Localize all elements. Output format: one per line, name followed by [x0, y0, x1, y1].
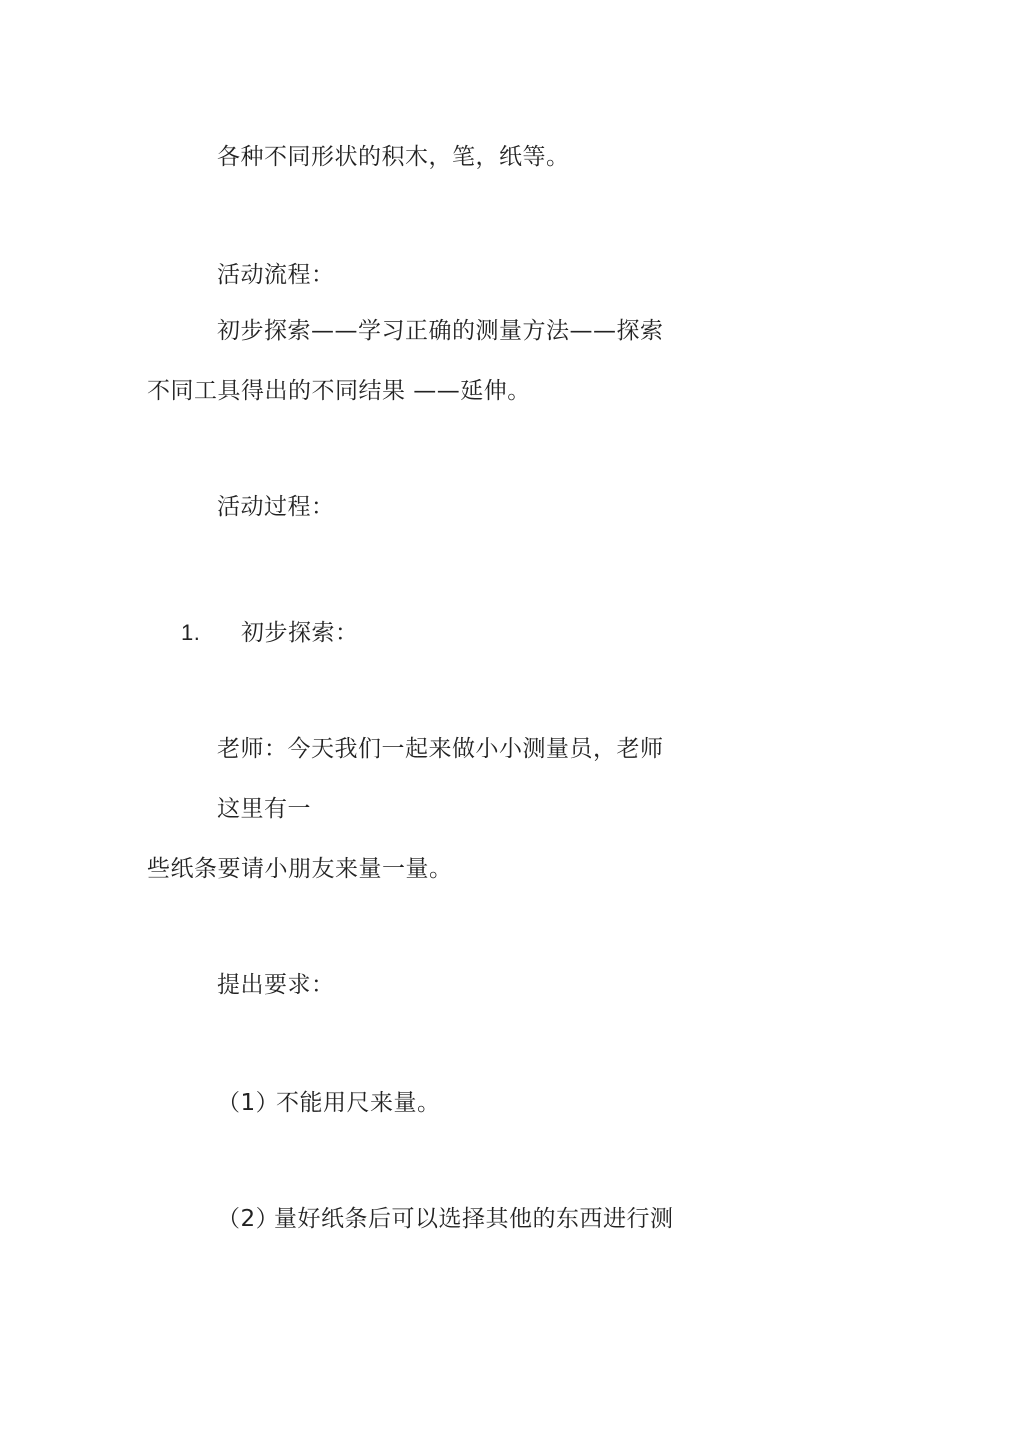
- flow-heading: 活动流程：: [217, 262, 335, 288]
- teacher-line-3: 些纸条要请小朋友来量一量。: [147, 856, 453, 882]
- teacher-line-2: 这里有一: [217, 796, 311, 822]
- section-1-number: 1.: [181, 620, 201, 645]
- requirement-2-text: 量好纸条后可以选择其他的东西进行测: [274, 1206, 674, 1232]
- flow-line-1: 初步探索——学习正确的测量方法——探索: [217, 318, 664, 344]
- requirement-1-text: 不能用尺来量。: [276, 1090, 441, 1116]
- requirement-2-number: （2）: [217, 1206, 280, 1232]
- section-1-title: 初步探索：: [241, 620, 359, 646]
- flow-line-2: 不同工具得出的不同结果 ——延伸。: [147, 378, 531, 404]
- requirements-heading: 提出要求：: [217, 972, 335, 998]
- materials-line: 各种不同形状的积木，笔，纸等。: [217, 144, 570, 170]
- teacher-line-1: 老师：今天我们一起来做小小测量员，老师: [217, 736, 664, 762]
- process-heading: 活动过程：: [217, 494, 335, 520]
- requirement-1-number: （1）: [217, 1090, 280, 1116]
